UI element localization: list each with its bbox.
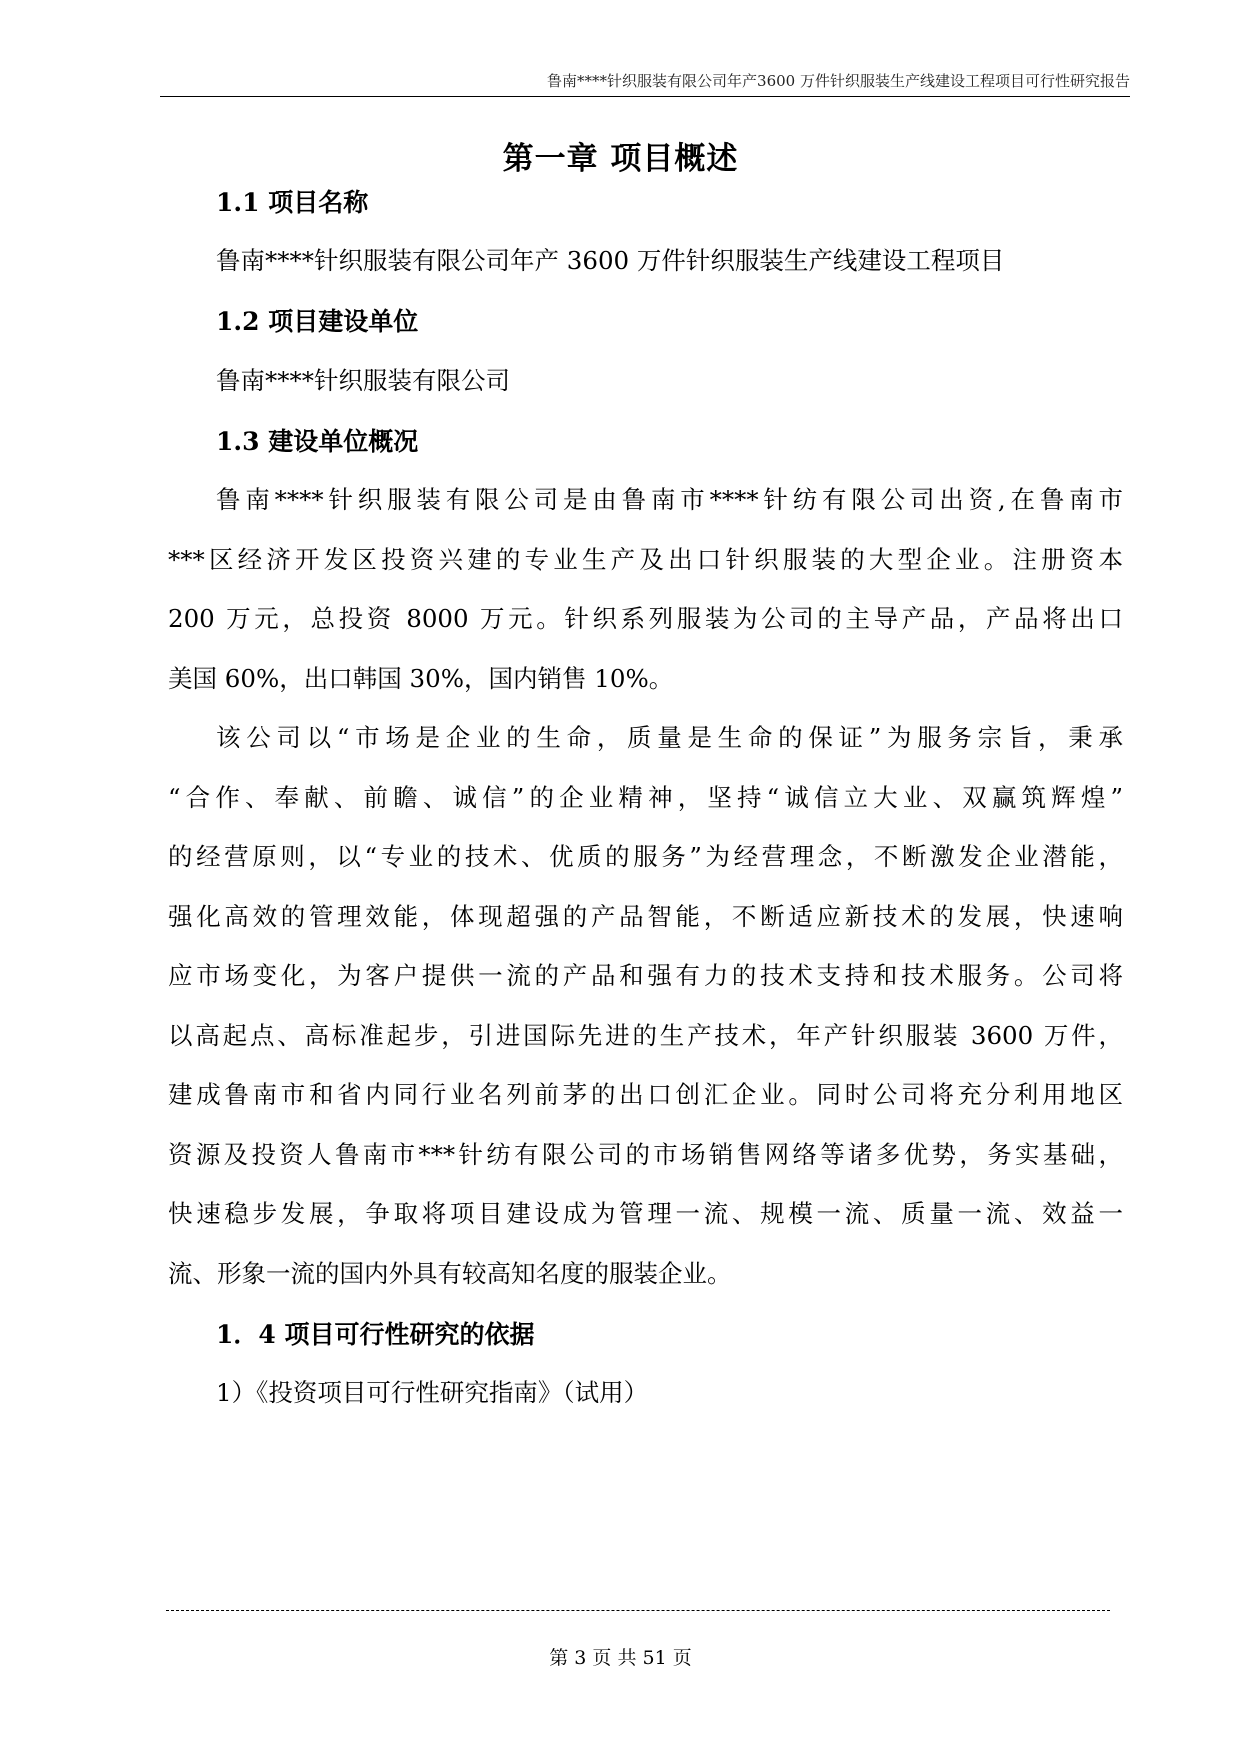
paragraph-line: 建成鲁南市和省内同行业名列前茅的出口创汇企业。同时公司将充分利用地区	[168, 1080, 1123, 1109]
section-heading-1-4: 1．4 项目可行性研究的依据	[216, 1320, 535, 1349]
page-number: 第 3 页 共 51 页	[549, 1647, 692, 1669]
paragraph-line: 快速稳步发展，争取将项目建设成为管理一流、规模一流、质量一流、效益一	[168, 1199, 1123, 1228]
section-heading-1-2: 1.2 项目建设单位	[216, 307, 419, 336]
paragraph-line: 以高起点、高标准起步，引进国际先进的生产技术，年产针织服装 3600 万件，	[168, 1021, 1123, 1050]
running-header: 鲁南****针织服装有限公司年产3600 万件针织服装生产线建设工程项目可行性研究报告	[547, 72, 1130, 90]
chapter-title: 第一章 项目概述	[502, 141, 739, 177]
paragraph-line: 的经营原则，以“专业的技术、优质的服务”为经营理念，不断激发企业潜能，	[168, 842, 1123, 871]
paragraph-line: 流、形象一流的国内外具有较高知名度的服装企业。	[168, 1259, 732, 1288]
paragraph-line: 应市场变化，为客户提供一流的产品和强有力的技术支持和技术服务。公司将	[168, 961, 1123, 990]
project-name-text: 鲁南****针织服装有限公司年产 3600 万件针织服装生产线建设工程项目	[216, 246, 1005, 275]
paragraph-line: 美国 60%，出口韩国 30%，国内销售 10%。	[168, 664, 674, 693]
paragraph-line: 鲁南****针织服装有限公司是由鲁南市****针纺有限公司出资,在鲁南市	[216, 485, 1123, 514]
basis-item-1: 1）《投资项目可行性研究指南》（试用）	[216, 1378, 649, 1407]
footer-rule	[166, 1610, 1110, 1611]
paragraph-line: ***区经济开发区投资兴建的专业生产及出口针织服装的大型企业。注册资本	[168, 545, 1123, 574]
paragraph-line: “合作、奉献、前瞻、诚信”的企业精神，坚持“诚信立大业、双赢筑辉煌”	[168, 783, 1123, 812]
paragraph-line: 强化高效的管理效能，体现超强的产品智能，不断适应新技术的发展，快速响	[168, 902, 1123, 931]
section-heading-1-1: 1.1 项目名称	[216, 188, 369, 217]
header-rule	[160, 96, 1130, 97]
paragraph-line: 该公司以“市场是企业的生命，质量是生命的保证”为服务宗旨，秉承	[216, 723, 1123, 752]
paragraph-line: 资源及投资人鲁南市***针纺有限公司的市场销售网络等诸多优势，务实基础，	[168, 1140, 1123, 1169]
section-heading-1-3: 1.3 建设单位概况	[216, 427, 419, 456]
construction-unit-text: 鲁南****针织服装有限公司	[216, 366, 510, 395]
paragraph-line: 200 万元，总投资 8000 万元。针织系列服装为公司的主导产品，产品将出口	[168, 604, 1123, 633]
